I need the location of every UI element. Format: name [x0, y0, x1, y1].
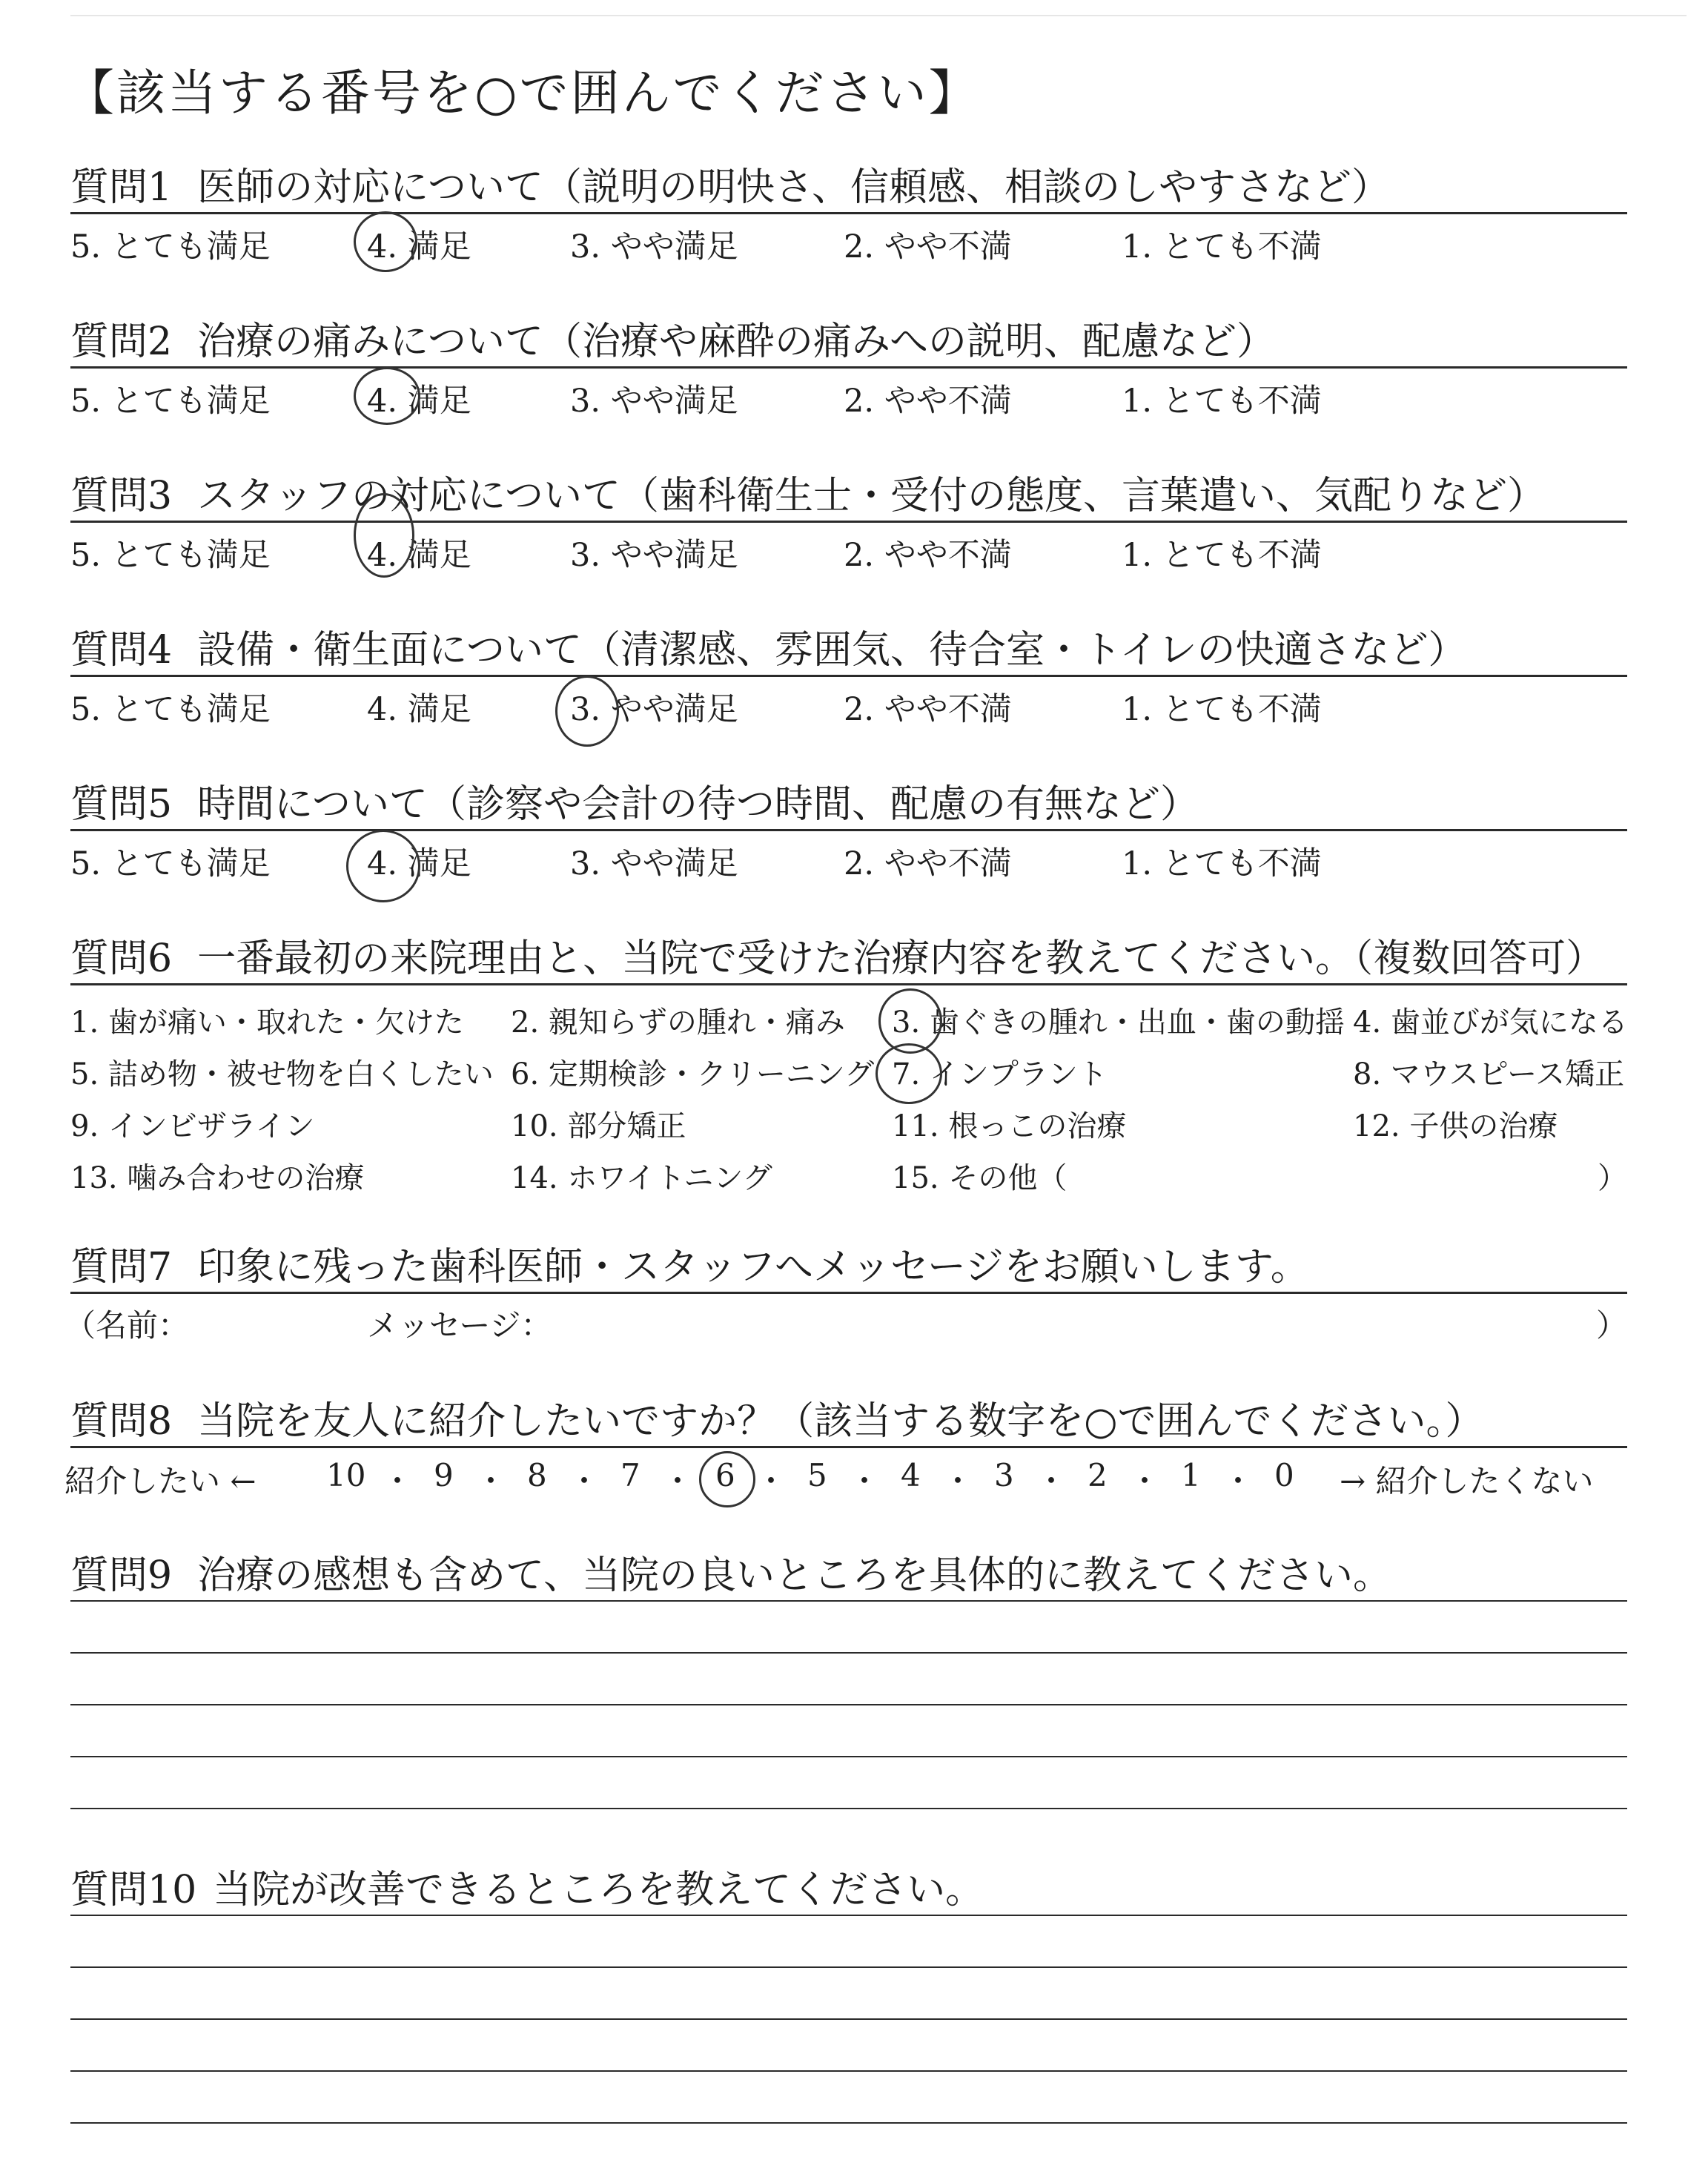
answer-line[interactable] [70, 1756, 1627, 1757]
question-9 [70, 1544, 1627, 1600]
treatment-option[interactable]: 13. 噛み合わせの治療 [70, 1161, 365, 1195]
question-3 [70, 464, 1627, 582]
scale-value[interactable]: 9 [434, 1457, 454, 1493]
question-5 [70, 773, 1627, 891]
option-very-dissatisfied[interactable]: 1. とても不満 [1122, 383, 1322, 420]
treatment-option[interactable]: 9. インビザライン [70, 1109, 315, 1143]
option-satisfied[interactable]: 4. 満足 [367, 383, 471, 420]
question-number: 質問1 [70, 165, 173, 210]
treatment-option[interactable]: 1. 歯が痛い・取れた・欠けた [70, 1005, 464, 1040]
question-text: 治療の痛みについて（治療や麻酔の痛みへの説明、配慮など） [197, 320, 1276, 364]
question-1 [70, 156, 1627, 274]
scale-separator: ・ [382, 1463, 414, 1499]
answer-line[interactable] [70, 2018, 1627, 2020]
scale-separator: ・ [1036, 1463, 1068, 1499]
message-line [64, 1294, 1627, 1346]
scale-value[interactable]: 10 [326, 1457, 366, 1493]
rating-options [70, 214, 1627, 274]
option-satisfied[interactable]: 4. 満足 [367, 691, 471, 728]
scale-separator: ・ [569, 1463, 600, 1499]
recommend-left-label: 紹介したい ← [64, 1463, 256, 1499]
option-very-dissatisfied[interactable]: 1. とても不満 [1122, 537, 1322, 574]
option-satisfied[interactable]: 4. 満足 [367, 537, 471, 574]
scale-value[interactable]: 0 [1274, 1457, 1294, 1493]
answer-line[interactable] [70, 1704, 1627, 1705]
scale-value[interactable]: 5 [807, 1457, 827, 1493]
answer-line[interactable] [70, 2070, 1627, 2072]
top-divider [70, 15, 1687, 16]
option-very-satisfied[interactable]: 5. とても満足 [70, 691, 271, 728]
treatment-option[interactable]: 7. インプラント [892, 1057, 1108, 1091]
question-text: スタッフの対応について（歯科衛生士・受付の態度、言葉遣い、気配りなど） [197, 474, 1546, 518]
option-very-satisfied[interactable]: 5. とても満足 [70, 537, 271, 574]
question-text: 当院が改善できるところを教えてください。 [213, 1868, 984, 1912]
answer-line[interactable] [70, 1808, 1627, 1809]
treatment-options [70, 985, 1627, 1200]
question-10 [70, 1858, 1627, 1915]
treatment-option[interactable]: 11. 根っこの治療 [892, 1109, 1127, 1143]
option-very-dissatisfied[interactable]: 1. とても不満 [1122, 691, 1322, 728]
treatment-option[interactable]: 14. ホワイトニング [511, 1161, 772, 1195]
option-very-dissatisfied[interactable]: 1. とても不満 [1122, 845, 1322, 882]
rating-options [70, 369, 1627, 428]
treatment-option[interactable]: 6. 定期検診・クリーニング [511, 1057, 875, 1091]
rating-options [70, 523, 1627, 582]
scale-value[interactable]: 4 [901, 1457, 921, 1493]
option-satisfied[interactable]: 4. 満足 [367, 228, 471, 265]
answer-line[interactable] [70, 1652, 1627, 1654]
question-number: 質問7 [70, 1245, 173, 1289]
option-somewhat-satisfied[interactable]: 3. やや満足 [570, 537, 738, 574]
answer-line[interactable] [70, 1915, 1627, 1916]
scale-separator: ・ [475, 1463, 507, 1499]
message-close-paren: ） [1595, 1307, 1627, 1344]
treatment-option[interactable]: 4. 歯並びが気になる [1353, 1005, 1628, 1040]
question-2 [70, 310, 1627, 428]
answer-line[interactable] [70, 1966, 1627, 1968]
scale-separator: ・ [849, 1463, 881, 1499]
question-number: 質問6 [70, 937, 173, 981]
survey-title: 【該当する番号を○で囲んでください】 [65, 65, 980, 122]
name-label: （名前： [64, 1307, 190, 1344]
option-somewhat-dissatisfied[interactable]: 2. やや不満 [844, 537, 1012, 574]
recommend-scale [64, 1448, 1627, 1507]
scale-value[interactable]: 1 [1181, 1457, 1201, 1493]
question-7 [64, 1235, 1627, 1346]
option-somewhat-dissatisfied[interactable]: 2. やや不満 [844, 228, 1012, 265]
recommend-right-label: → 紹介したくない [1340, 1463, 1594, 1499]
option-very-satisfied[interactable]: 5. とても満足 [70, 228, 271, 265]
question-text: 印象に残った歯科医師・スタッフへメッセージをお願いします。 [197, 1245, 1309, 1289]
question-number: 質問10 [70, 1868, 197, 1912]
scale-value[interactable]: 8 [527, 1457, 547, 1493]
option-very-satisfied[interactable]: 5. とても満足 [70, 383, 271, 420]
question-8 [64, 1390, 1627, 1507]
question-text: 一番最初の来院理由と、当院で受けた治療内容を教えてください。（複数回答可） [197, 937, 1605, 981]
scale-value[interactable]: 7 [620, 1457, 640, 1493]
scale-value[interactable]: 3 [994, 1457, 1014, 1493]
rating-options [70, 677, 1627, 736]
message-label: メッセージ： [367, 1307, 552, 1344]
question-number: 質問3 [70, 474, 173, 518]
answer-line[interactable] [70, 1600, 1627, 1602]
other-close-paren: ） [1598, 1161, 1627, 1195]
scale-separator: ・ [755, 1463, 787, 1499]
option-somewhat-dissatisfied[interactable]: 2. やや不満 [844, 691, 1012, 728]
question-text: 医師の対応について（説明の明快さ、信頼感、相談のしやすさなど） [197, 165, 1390, 210]
scale-separator: ・ [1129, 1463, 1161, 1499]
option-somewhat-satisfied[interactable]: 3. やや満足 [570, 691, 738, 728]
scale-value[interactable]: 6 [715, 1457, 735, 1493]
treatment-option[interactable]: 8. マウスピース矯正 [1353, 1057, 1625, 1091]
question-number: 質問5 [70, 782, 173, 827]
question-number: 質問9 [70, 1553, 173, 1598]
question-text: 当院を友人に紹介したいですか？（該当する数字を○で囲んでください。） [197, 1399, 1484, 1444]
scale-separator: ・ [942, 1463, 974, 1499]
question-text: 時間について（診察や会計の待つ時間、配慮の有無など） [197, 782, 1199, 827]
option-somewhat-satisfied[interactable]: 3. やや満足 [570, 383, 738, 420]
question-number: 質問2 [70, 320, 173, 364]
question-number: 質問4 [70, 628, 173, 673]
treatment-option-other[interactable]: 15. その他（ [892, 1161, 1068, 1195]
option-somewhat-dissatisfied[interactable]: 2. やや不満 [844, 845, 1012, 882]
option-somewhat-satisfied[interactable]: 3. やや満足 [570, 228, 738, 265]
question-number: 質問8 [70, 1399, 173, 1444]
rating-options [70, 831, 1627, 891]
scale-separator: ・ [662, 1463, 694, 1499]
question-text: 治療の感想も含めて、当院の良いところを具体的に教えてください。 [197, 1553, 1392, 1598]
option-somewhat-satisfied[interactable]: 3. やや満足 [570, 845, 738, 882]
question-6 [70, 927, 1627, 1200]
treatment-option[interactable]: 10. 部分矯正 [511, 1109, 686, 1143]
option-somewhat-dissatisfied[interactable]: 2. やや不満 [844, 383, 1012, 420]
option-very-dissatisfied[interactable]: 1. とても不満 [1122, 228, 1322, 265]
option-satisfied[interactable]: 4. 満足 [367, 845, 471, 882]
treatment-option[interactable]: 2. 親知らずの腫れ・痛み [511, 1005, 845, 1040]
treatment-option[interactable]: 12. 子供の治療 [1353, 1109, 1558, 1143]
answer-line[interactable] [70, 2122, 1627, 2124]
question-4 [70, 618, 1627, 736]
scale-value[interactable]: 2 [1088, 1457, 1108, 1493]
option-very-satisfied[interactable]: 5. とても満足 [70, 845, 271, 882]
question-text: 設備・衛生面について（清潔感、雰囲気、待合室・トイレの快適さなど） [197, 628, 1467, 673]
scale-separator: ・ [1222, 1463, 1254, 1499]
treatment-option[interactable]: 5. 詰め物・被せ物を白くしたい [70, 1057, 494, 1091]
treatment-option[interactable]: 3. 歯ぐきの腫れ・出血・歯の動揺 [892, 1005, 1345, 1040]
